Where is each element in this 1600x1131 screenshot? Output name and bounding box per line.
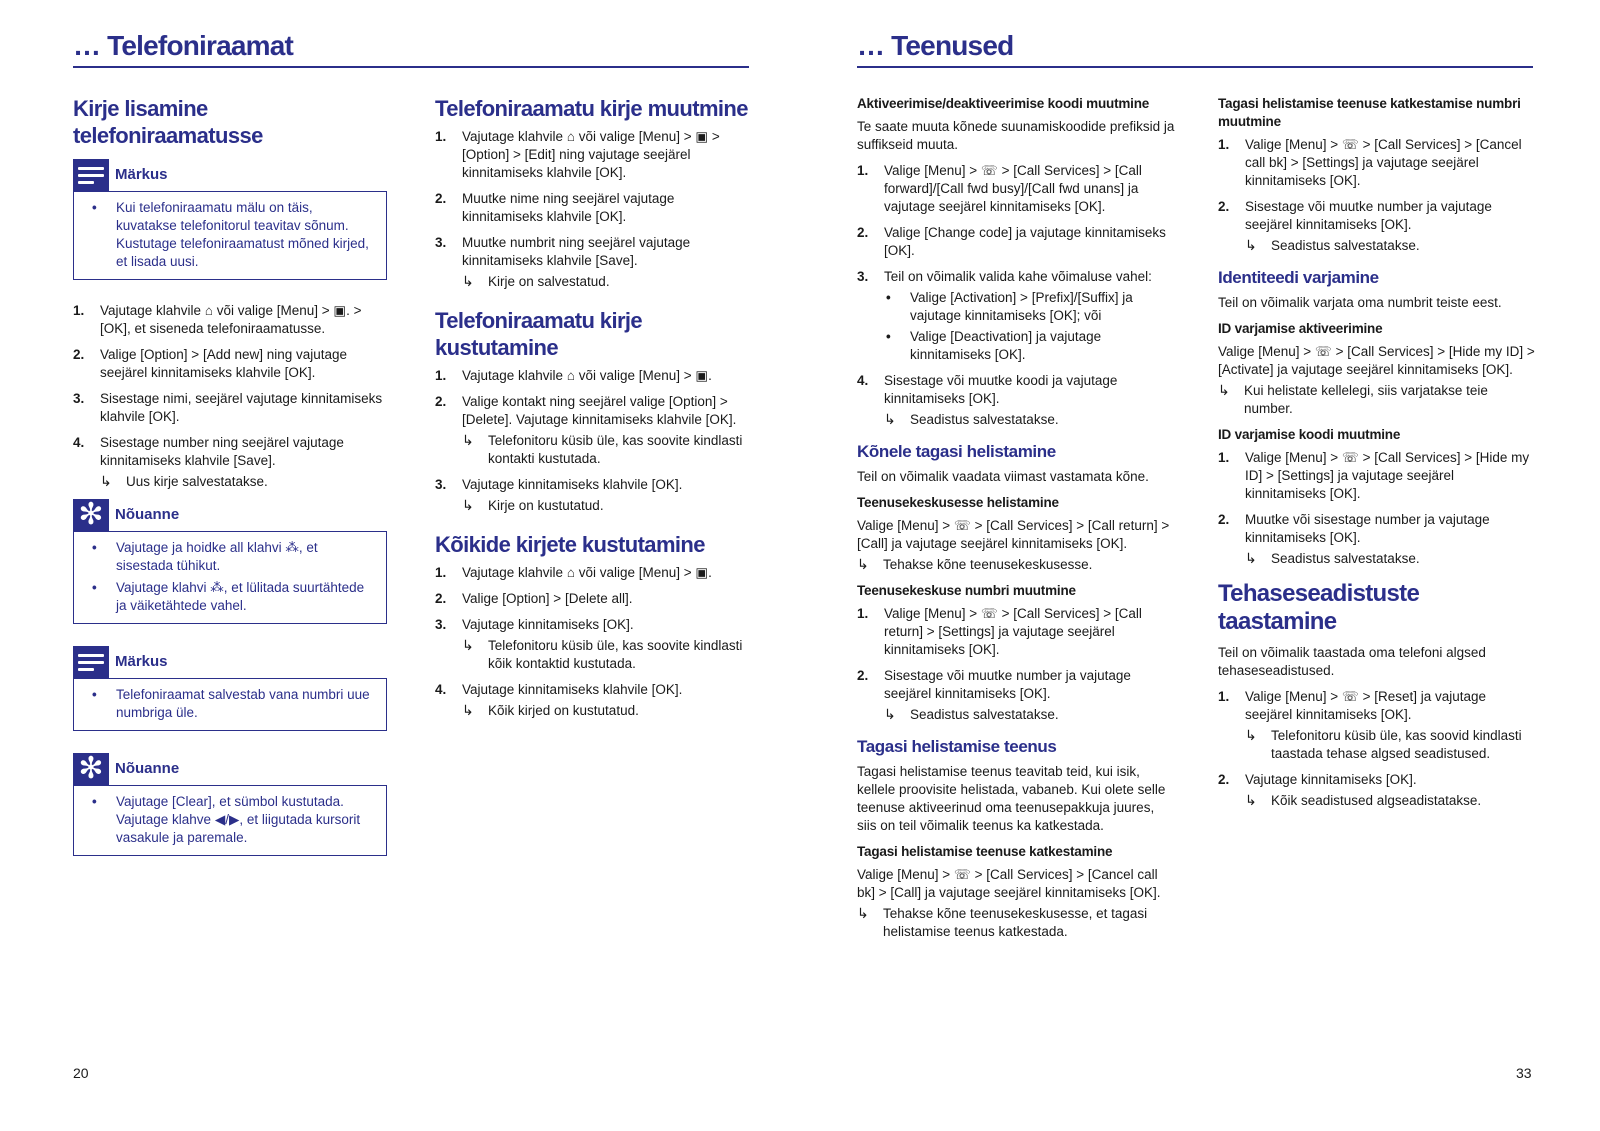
step-result: ↳ Seadistus salvestatakse. [884,706,1059,722]
steps-list [435,128,751,291]
steps-list [1218,688,1536,810]
section-title: Tehaseseadistuste taastamine [1218,580,1420,635]
step-result: ↳ Seadistus salvestatakse. [1245,550,1420,566]
tip-box [73,499,387,624]
paragraph: Valige [Menu] > ☏ > [Call Services] > [Hide my ID] > [Activate] ja vajutage seejärel kinnitamiseks [OK]. [1218,344,1535,377]
step: 2. Sisestage või muutke number ja vajutage seejärel kinnitamiseks [OK]. ↳ Seadistus salvestatakse. [1218,198,1536,255]
page-number-left: 20 [73,1065,89,1081]
note-item: • Telefoniraamat salvestab vana numbri uue numbriga üle. [92,687,370,720]
right-page-header [857,28,1533,68]
step: 3. Teil on võimalik valida kahe võimaluse vahel: • Valige [Activation] > [Prefix]/[Suffix] ja vajutage kinnitamiseks [OK]; või • Valige [Deactivation] ja vajutage kinnitamiseks [OK]. [857,268,1177,364]
step: 1. Vajutage klahvile ⌂ või valige [Menu] > ▣. > [OK], et siseneda telefoniraamatusse. [73,303,362,336]
section-title: Identiteedi varjamine [1218,268,1379,287]
asterisk-icon: ✻ [73,753,109,785]
result-arrow-icon: ↳ [462,702,474,718]
step-result: ↳ Kui helistate kellelegi, siis varjatakse teie number. [1218,382,1488,416]
step-result: ↳ Seadistus salvestatakse. [884,411,1059,427]
bullet: • Valige [Activation] > [Prefix]/[Suffix] ja vajutage kinnitamiseks [OK]; või [886,290,1133,323]
steps-list [435,367,751,515]
col-2 [435,95,751,728]
section-title: Telefoniraamatu kirje muutmine [435,96,748,121]
note-box [73,646,387,731]
paragraph: Teil on võimalik taastada oma telefoni algsed tehaseseadistused. [1218,645,1486,678]
result-arrow-icon: ↳ [857,556,869,572]
result-arrow-icon: ↳ [1245,727,1257,743]
step: 2. Vajutage kinnitamiseks [OK]. ↳ Kõik seadistused algseadistatakse. [1218,771,1536,810]
step: 1. Valige [Menu] > ☏ > [Call Services] > [Call return] > [Settings] ja vajutage seejärel kinnitamiseks [OK]. [857,606,1142,657]
bullet: • Valige [Deactivation] ja vajutage kinnitamiseks [OK]. [886,329,1102,362]
section-title: Kõnele tagasi helistamine [857,442,1056,461]
steps-list [435,564,751,720]
step-result: ↳ Kirje on kustutatud. [462,497,604,513]
steps-list [73,302,387,491]
step: 4. Sisestage number ning seejärel vajutage kinnitamiseks klahvile [Save]. ↳ Uus kirje salvestatakse. [73,434,387,491]
paragraph: Te saate muuta kõnede suunamiskoodide prefiksid ja suffikseid muuta. [857,119,1175,152]
result-arrow-icon: ↳ [1218,382,1230,398]
tip-box [73,753,387,856]
result-arrow-icon: ↳ [462,637,474,653]
step-result: ↳ Telefonitoru küsib üle, kas soovid kindlasti taastada tehase algsed seadistused. [1245,727,1522,761]
subsection-title: Tagasi helistamise teenuse katkestamise numbri muutmine [1218,96,1521,129]
note-box [73,159,387,280]
steps-list [1218,449,1536,568]
step: 1. Valige [Menu] > ☏ > [Call Services] > [Hide my ID] > [Settings] ja vajutage seejärel kinnitamiseks [OK]. [1218,450,1530,501]
step-result: ↳ Kõik kirjed on kustutatud. [462,702,639,718]
step-result: ↳ Telefonitoru küsib üle, kas soovite kindlasti kontakti kustutada. [462,432,743,466]
section-title: Telefoniraamatu kirje kustutamine [435,308,643,360]
col-3 [857,95,1177,941]
result-arrow-icon: ↳ [462,273,474,289]
section-title: Tagasi helistamise teenus [857,737,1057,756]
step-result: ↳ Seadistus salvestatakse. [1245,237,1420,253]
step: 1. Valige [Menu] > ☏ > [Call Services] > [Cancel call bk] > [Settings] ja vajutage seejärel kinnitamiseks [OK]. [1218,137,1522,188]
subsection-title: ID varjamise aktiveerimine [1218,321,1383,336]
step: 4. Vajutage kinnitamiseks klahvile [OK]. ↳ Kõik kirjed on kustutatud. [435,681,751,720]
result-arrow-icon: ↳ [462,432,474,448]
steps-list [857,162,1177,429]
tip-item: • Vajutage klahvi ⁂, et lülitada suurtähtede ja väiketähtede vahel. [92,580,365,613]
col-1 [73,95,387,878]
left-page-header [73,28,749,68]
paragraph: Teil on võimalik varjata oma numbrit teiste eest. [1218,295,1502,310]
step: 1. Valige [Menu] > ☏ > [Call Services] > [Call forward]/[Call fwd busy]/[Call fwd unans] ja vajutage seejärel kinnitamiseks [OK]. [857,163,1142,214]
result-arrow-icon: ↳ [462,497,474,513]
step: 1. Vajutage klahvile ⌂ või valige [Menu] > ▣. [435,565,712,580]
result-arrow-icon: ↳ [1245,237,1257,253]
col-4 [1218,95,1536,818]
result-arrow-icon: ↳ [100,473,112,489]
result-arrow-icon: ↳ [1245,550,1257,566]
note-icon [73,159,109,191]
step: 2. Valige [Change code] ja vajutage kinnitamiseks [OK]. [857,225,1166,258]
paragraph: Tagasi helistamise teenus teavitab teid, kui isik, kellele proovisite helistada, vabaneb. Kui olete selle teenuse aktiveerinud oma teenusepakkuja juures, siis on teil võimalik teenus ka katkestada. [857,764,1166,833]
step: 1. Valige [Menu] > ☏ > [Reset] ja vajutage seejärel kinnitamiseks [OK]. ↳ Telefonitoru küsib üle, kas soovid kindlasti taastada tehase algsed seadistused. [1218,688,1536,763]
result-arrow-icon: ↳ [1245,792,1257,808]
step: 2. Muutke nime ning seejärel vajutage kinnitamiseks klahvile [OK]. [435,191,675,224]
subsection-title: ID varjamise koodi muutmine [1218,427,1401,442]
result-arrow-icon: ↳ [884,706,896,722]
paragraph: Teil on võimalik vaadata viimast vastamata kõne. [857,469,1149,484]
step: 1. Vajutage klahvile ⌂ või valige [Menu] > ▣ > [Option] > [Edit] ning vajutage seejärel kinnitamiseks klahvile [OK]. [435,129,720,180]
subsection-title: Teenusekeskuse numbri muutmine [857,583,1076,598]
step: 3. Vajutage kinnitamiseks [OK]. ↳ Telefonitoru küsib üle, kas soovite kindlasti kõik kontaktid kustutada. [435,616,751,673]
tip-label: Nõuanne [115,506,180,523]
step-result: ↳ Telefonitoru küsib üle, kas soovite kindlasti kõik kontaktid kustutada. [462,637,743,671]
step: 4. Sisestage või muutke koodi ja vajutage kinnitamiseks [OK]. ↳ Seadistus salvestatakse. [857,372,1177,429]
steps-list [1218,136,1536,255]
paragraph: Valige [Menu] > ☏ > [Call Services] > [Call return] > [Call] ja vajutage seejärel kinnitamiseks [OK]. [857,518,1170,551]
steps-list [857,605,1177,724]
step: 2. Valige [Option] > [Add new] ning vajutage seejärel kinnitamiseks klahvile [OK]. [73,347,348,380]
section-title: Kõikide kirjete kustutamine [435,532,705,557]
subsection-title: Teenusekeskusesse helistamine [857,495,1059,510]
step: 1. Vajutage klahvile ⌂ või valige [Menu] > ▣. [435,368,712,383]
step-result: ↳ Kõik seadistused algseadistatakse. [1245,792,1482,808]
step-result: ↳ Tehakse kõne teenusekeskusesse. [857,556,1093,572]
tip-item: • Vajutage [Clear], et sümbol kustutada. Vajutage klahve ◀/▶, et liigutada kursorit vasakule ja paremale. [92,794,361,845]
section-title: Kirje lisamine telefoniraamatusse [73,96,263,148]
subsection-title: Aktiveerimise/deaktiveerimise koodi muutmine [857,96,1150,111]
note-item: • Kui telefoniraamatu mälu on täis, kuvatakse telefonitorul teavitav sõnum. Kustutage telefoniraamatust mõned kirjed, et lisada uusi. [92,200,369,269]
step: 2. Valige [Option] > [Delete all]. [435,591,633,606]
asterisk-icon: ✻ [73,499,109,531]
subsection-title: Tagasi helistamise teenuse katkestamine [857,844,1113,859]
step: 3. Sisestage nimi, seejärel vajutage kinnitamiseks klahvile [OK]. [73,391,383,424]
paragraph: Valige [Menu] > ☏ > [Call Services] > [Cancel call bk] > [Call] ja vajutage seejärel kinnitamiseks [OK]. [857,867,1161,900]
step-result: ↳ Kirje on salvestatud. [462,273,610,289]
tip-label: Nõuanne [115,760,180,777]
left-page-title: … Telefoniraamat [73,30,294,61]
result-arrow-icon: ↳ [857,905,869,921]
step: 2. Sisestage või muutke number ja vajutage seejärel kinnitamiseks [OK]. ↳ Seadistus salvestatakse. [857,667,1177,724]
step: 2. Muutke või sisestage number ja vajutage kinnitamiseks [OK]. ↳ Seadistus salvestatakse. [1218,511,1536,568]
step-result: ↳ Tehakse kõne teenusekeskusesse, et tagasi helistamise teenus katkestada. [857,905,1148,939]
step: 3. Muutke numbrit ning seejärel vajutage kinnitamiseks klahvile [Save]. ↳ Kirje on salvestatud. [435,234,751,291]
result-arrow-icon: ↳ [884,411,896,427]
note-icon [73,646,109,678]
note-label: Märkus [115,653,168,670]
right-page-title: … Teenused [857,30,1014,61]
step: 3. Vajutage kinnitamiseks klahvile [OK]. ↳ Kirje on kustutatud. [435,476,751,515]
step: 2. Valige kontakt ning seejärel valige [Option] > [Delete]. Vajutage kinnitamiseks klahvile [OK]. ↳ Telefonitoru küsib üle, kas soovite kindlasti kontakti kustutada. [435,393,751,468]
step-result: ↳ Uus kirje salvestatakse. [100,473,268,489]
tip-item: • Vajutage ja hoidke all klahvi ⁂, et sisestada tühikut. [92,540,318,573]
note-label: Märkus [115,166,168,183]
page-number-right: 33 [1516,1065,1532,1081]
